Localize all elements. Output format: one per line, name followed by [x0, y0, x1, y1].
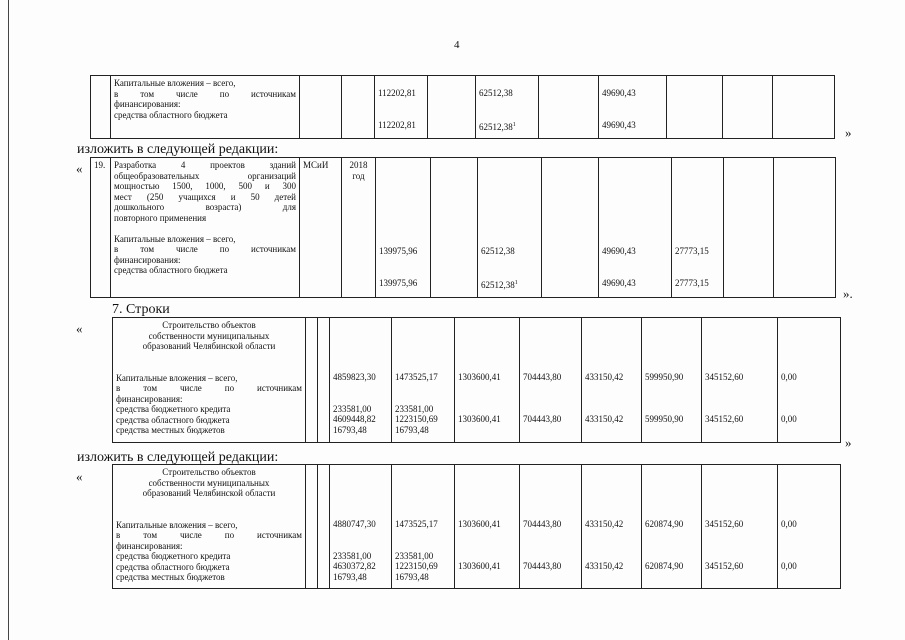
value: 62512,38	[479, 121, 513, 132]
c4-cell	[582, 318, 642, 443]
desc-line: средства областного бюджета	[114, 265, 228, 275]
year-cell	[342, 76, 375, 139]
desc-cell	[111, 76, 300, 139]
v3-cell	[672, 158, 724, 298]
value: 345152,60	[705, 519, 744, 529]
c3-cell	[520, 318, 582, 443]
title-line: повторного применения	[114, 212, 207, 223]
closing-quote: »	[845, 125, 852, 140]
empty-cell	[306, 465, 318, 589]
value: 62512,38	[481, 279, 515, 290]
value: 433150,42	[585, 414, 624, 424]
value: 4880747,30	[333, 519, 376, 529]
c2-cell	[455, 318, 520, 443]
desc-line: средства областного бюджета	[116, 561, 230, 572]
title-line: общеобразовательных организаций	[114, 170, 296, 181]
empty-cell	[723, 76, 773, 139]
org-cell	[300, 76, 342, 139]
title-line: Строительство объектов	[162, 320, 256, 330]
empty-cell	[542, 158, 599, 298]
empty-cell	[306, 318, 318, 443]
c6-cell	[702, 465, 778, 589]
desc-line: средства областного бюджета	[116, 414, 230, 425]
desc-line: Капитальные вложения – всего,	[116, 519, 238, 530]
value: 139975,96	[379, 277, 418, 288]
desc-line: средства местных бюджетов	[116, 572, 225, 582]
empty-cell	[773, 76, 835, 139]
value: 4609448,82	[333, 414, 376, 424]
value: 0,00	[781, 519, 797, 529]
table-construction-new	[112, 464, 841, 589]
empty-cell	[431, 158, 478, 298]
table-row19-new	[90, 157, 836, 298]
footnote-mark: 1	[514, 279, 518, 286]
c4-cell	[582, 465, 642, 589]
desc-line: в том числе по источникам	[116, 530, 302, 540]
desc-line: финансирования:	[116, 393, 183, 404]
title-line: образований Челябинской области	[142, 488, 276, 498]
value: 62512,38	[481, 246, 515, 256]
value: 599950,90	[645, 414, 684, 424]
value: 433150,42	[585, 561, 624, 571]
value: 1303600,41	[458, 561, 501, 571]
value: 620874,90	[645, 561, 684, 571]
closing-quote: »	[845, 435, 852, 450]
value: 704443,80	[523, 561, 562, 571]
title-line: собственности муниципальных	[148, 477, 270, 488]
desc-line: средства областного бюджета	[114, 109, 228, 120]
value: 1223150,69	[395, 561, 438, 571]
value: 0,00	[781, 372, 797, 382]
value: 4630372,82	[333, 561, 376, 571]
value: 16793,48	[333, 571, 367, 582]
empty-cell	[724, 158, 774, 298]
title-line: Разработка 4 проектов зданий	[114, 160, 296, 170]
empty-cell	[774, 158, 836, 298]
value: 0,00	[781, 561, 797, 571]
total-cell	[375, 76, 428, 139]
value: 704443,80	[523, 519, 562, 529]
value: 1303600,41	[458, 372, 501, 382]
value: 1223150,69	[395, 414, 438, 424]
desc-line: средства бюджетного кредита	[116, 404, 231, 414]
value: 27773,15	[675, 277, 709, 288]
value: 0,00	[781, 414, 797, 424]
value: 704443,80	[523, 372, 562, 382]
total-cell	[376, 158, 431, 298]
desc-line: в том числе по источникам	[114, 244, 296, 254]
org-cell: МСиИ	[300, 158, 342, 298]
value: 16793,48	[333, 424, 367, 435]
value: 1473525,17	[395, 372, 438, 382]
v1-cell	[476, 76, 539, 139]
v2-cell	[599, 76, 667, 139]
page-number: 4	[454, 39, 460, 51]
empty-cell	[318, 465, 330, 589]
c6-cell	[702, 318, 778, 443]
empty-cell	[667, 76, 723, 139]
row-number: 19.	[91, 158, 111, 298]
value: 112202,81	[378, 119, 416, 130]
year-cell: 2018 год	[342, 158, 376, 298]
title-line: образований Челябинской области	[142, 341, 276, 351]
desc-line: Капитальные вложения – всего,	[114, 233, 236, 244]
desc-line: финансирования:	[114, 99, 181, 109]
opening-quote: «	[76, 469, 83, 484]
value: 4859823,30	[333, 372, 376, 382]
value: 49690,43	[602, 88, 636, 98]
value: 345152,60	[705, 414, 744, 424]
title-line: собственности муниципальных	[148, 330, 270, 341]
desc-line: средства местных бюджетов	[116, 425, 225, 435]
opening-quote: «	[76, 161, 83, 176]
total-cell	[330, 318, 392, 443]
c5-cell	[642, 318, 702, 443]
empty-cell	[318, 318, 330, 443]
section-7-heading: 7. Строки	[112, 302, 170, 317]
desc-line: в том числе по источникам	[116, 383, 302, 393]
title-line: мест (250 учащихся и 50 детей	[114, 191, 296, 202]
value: 345152,60	[705, 561, 744, 571]
title-cell	[111, 158, 300, 298]
closing-quote: ».	[843, 286, 853, 301]
desc-line: в том числе по источникам	[114, 88, 296, 99]
desc-line: финансирования:	[116, 540, 183, 551]
value: 233581,00	[395, 550, 434, 561]
value: 49690,43	[602, 119, 636, 130]
footnote-mark: 1	[512, 121, 516, 128]
value: 433150,42	[585, 519, 624, 529]
value: 16793,48	[395, 571, 429, 582]
edit-heading-2: изложить в следующей редакции:	[77, 450, 279, 465]
desc-cell	[113, 465, 306, 589]
value: 620874,90	[645, 519, 684, 529]
empty-cell	[539, 76, 599, 139]
title-line: мощностью 1500, 1000, 500 и 300	[114, 181, 296, 191]
scan-edge-line	[8, 0, 9, 640]
edit-heading-1: изложить в следующей редакции:	[77, 142, 279, 157]
value: 1303600,41	[458, 414, 501, 424]
value: 1303600,41	[458, 519, 501, 529]
v1-cell	[478, 158, 542, 298]
v2-cell	[599, 158, 672, 298]
value: 27773,15	[675, 246, 709, 256]
desc-line: Капитальные вложения – всего,	[114, 78, 236, 88]
desc-line: финансирования:	[114, 254, 181, 265]
opening-quote: «	[76, 321, 83, 336]
value: 233581,00	[395, 403, 434, 414]
c1-cell	[392, 465, 455, 589]
value: 433150,42	[585, 372, 624, 382]
table-row19-old	[90, 75, 835, 139]
value: 49690,43	[602, 246, 636, 256]
c7-cell	[778, 465, 841, 589]
value: 62512,38	[479, 88, 513, 98]
c5-cell	[642, 465, 702, 589]
title-line: Строительство объектов	[162, 467, 256, 477]
c2-cell	[455, 465, 520, 589]
value: 139975,96	[379, 246, 418, 256]
value: 16793,48	[395, 424, 429, 435]
desc-line: Капитальные вложения – всего,	[116, 372, 238, 383]
value: 112202,81	[378, 88, 416, 98]
num-cell	[91, 76, 111, 139]
c3-cell	[520, 465, 582, 589]
value: 233581,00	[333, 403, 372, 414]
value: 49690,43	[602, 277, 636, 288]
value: 599950,90	[645, 372, 684, 382]
desc-line: средства бюджетного кредита	[116, 551, 231, 561]
value: 345152,60	[705, 372, 744, 382]
empty-cell	[428, 76, 476, 139]
c7-cell	[778, 318, 841, 443]
title-line: дошкольного возраста) для	[114, 202, 296, 212]
value: 1473525,17	[395, 519, 438, 529]
value: 233581,00	[333, 550, 372, 561]
table-construction-old	[112, 317, 841, 443]
desc-cell	[113, 318, 306, 443]
total-cell	[330, 465, 392, 589]
value: 704443,80	[523, 414, 562, 424]
c1-cell	[392, 318, 455, 443]
